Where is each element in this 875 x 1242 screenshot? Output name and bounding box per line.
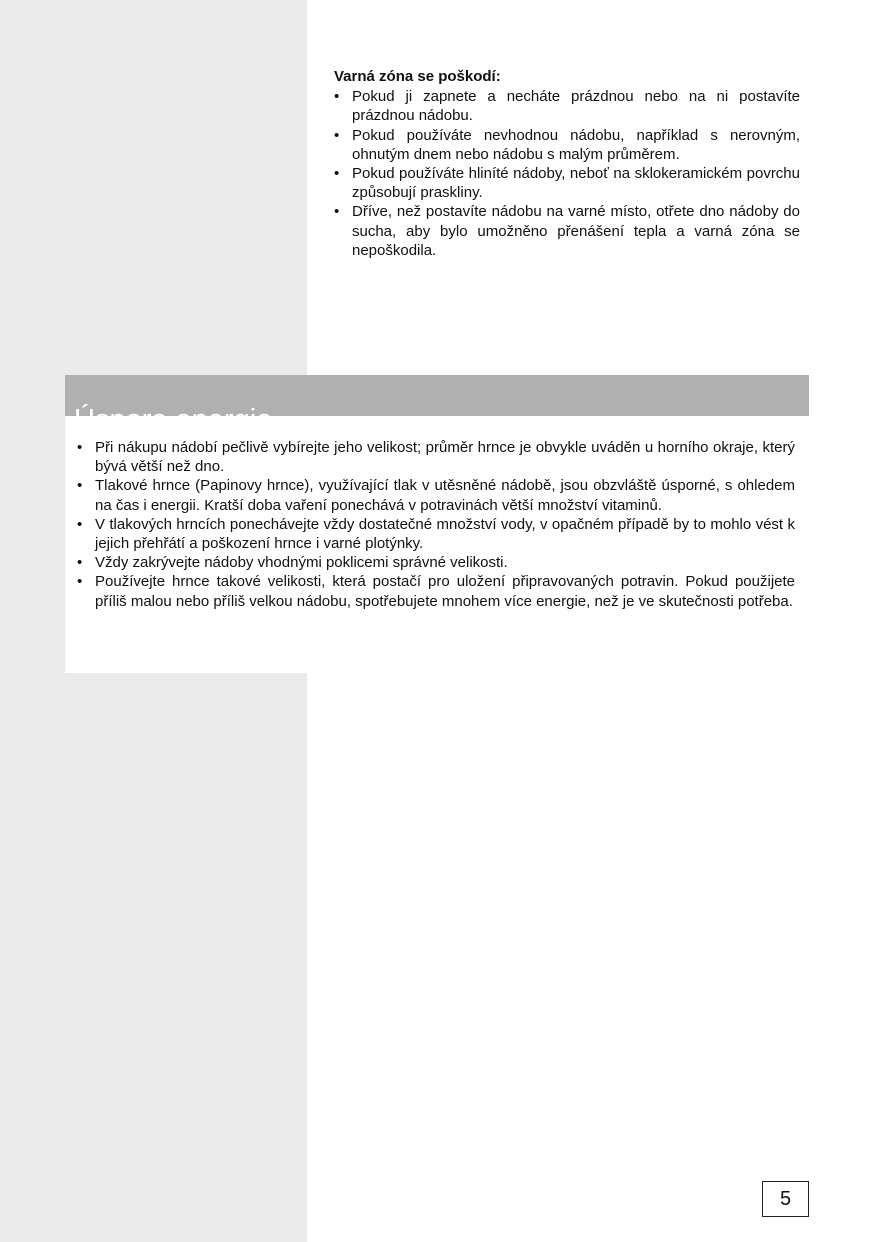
list-item: • Tlakové hrnce (Papinovy hrnce), využívající tlak v utěsněné nádobě, jsou obzvláště úsporné, s ohledem na čas i energii. Kratší doba vaření ponechává v potravinách větší množství vitaminů.	[77, 476, 795, 514]
page-number: 5	[762, 1181, 809, 1217]
list-item: • Pokud používáte hliníté nádoby, neboť na sklokeramickém povrchu způsobují praskliny.	[334, 164, 800, 202]
list-item: • Vždy zakrývejte nádoby vhodnými poklicemi správné velikosti.	[77, 553, 795, 572]
hob-damage-list	[334, 87, 800, 260]
list-item: • Dříve, než postavíte nádobu na varné místo, otřete dno nádoby do sucha, aby bylo umožněno přenášení tepla a varná zóna se nepoškodila.	[334, 202, 800, 260]
list-item: • Pokud používáte nevhodnou nádobu, například s nerovným, ohnutým dnem nebo nádobu s malým průměrem.	[334, 126, 800, 164]
hob-damage-heading: Varná zóna se poškodí:	[334, 68, 501, 85]
list-item: • Pokud ji zapnete a necháte prázdnou nebo na ni postavíte prázdnou nádobu.	[334, 87, 800, 125]
list-item: • V tlakových hrncích ponechávejte vždy dostatečné množství vody, v opačném případě by to mohlo vést k jejich přehřátí a poškození hrnce i varné plotýnky.	[77, 515, 795, 553]
energy-saving-list-container	[77, 438, 795, 611]
section-title: Úspora energie	[74, 404, 273, 437]
energy-saving-section	[65, 375, 809, 673]
section-title-bar	[65, 375, 809, 437]
list-item: • Při nákupu nádobí pečlivě vybírejte jeho velikost; průměr hrnce je obvykle uváděn u horního okraje, který bývá větší než dno.	[77, 438, 795, 476]
energy-saving-list	[77, 438, 795, 611]
list-item: • Používejte hrnce takové velikosti, která postačí pro uložení připravovaných potravin. Pokud použijete příliš malou nebo příliš velkou nádobu, spotřebujete mnohem více energie, než je ve skutečnosti potřeba.	[77, 572, 795, 610]
hob-damage-section	[334, 67, 800, 260]
